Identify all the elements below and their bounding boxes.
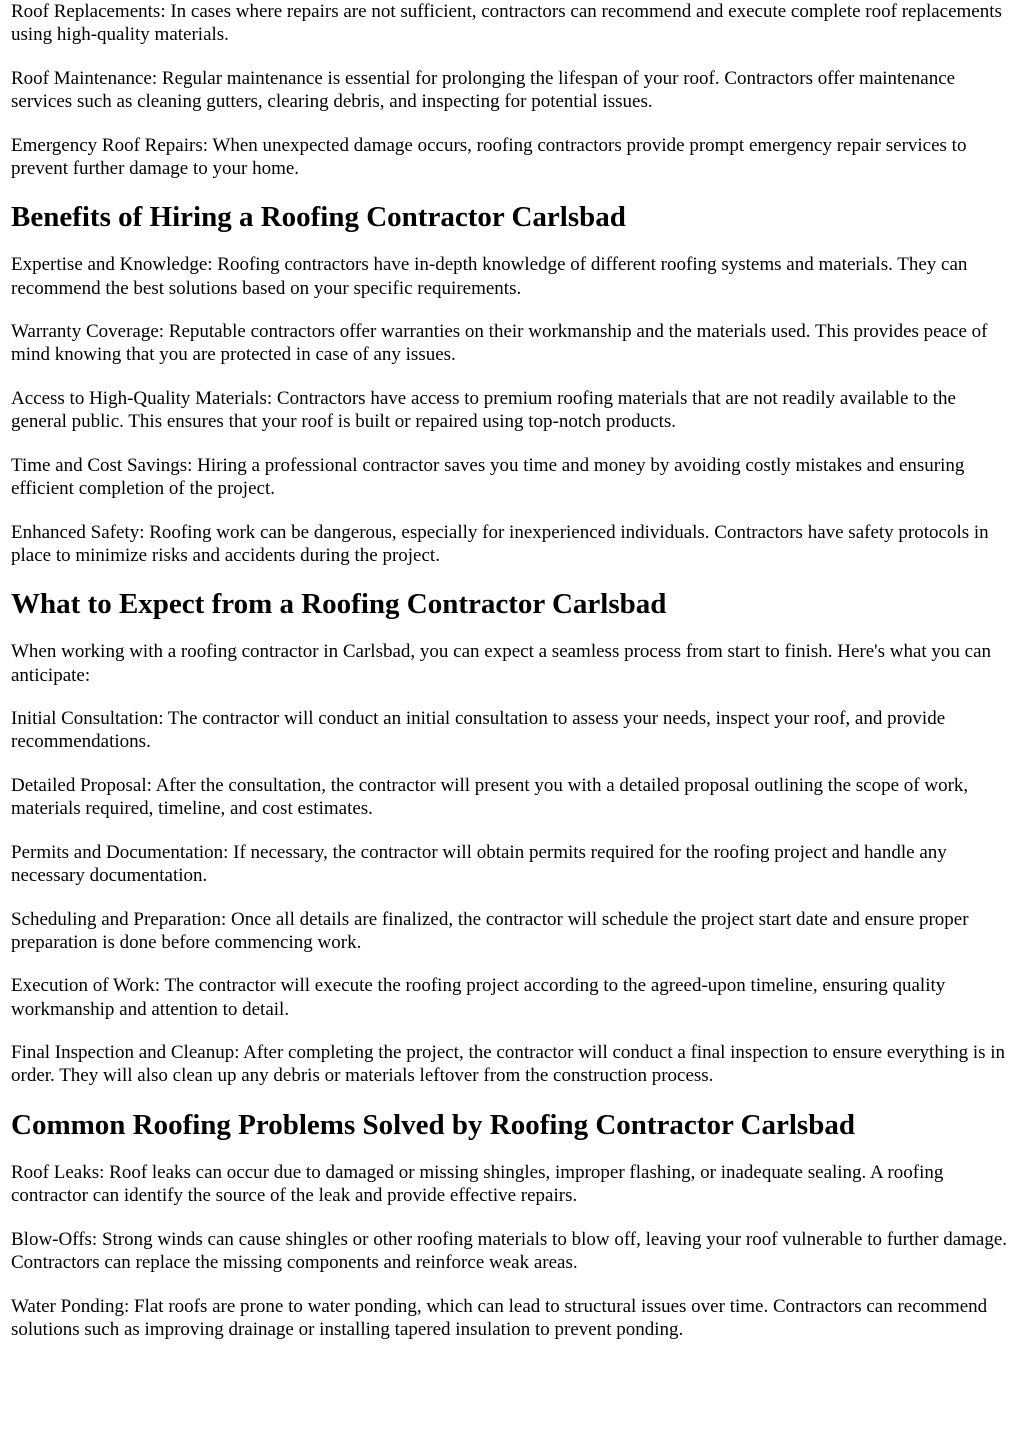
paragraph-emergency-roof-repairs: Emergency Roof Repairs: When unexpected damage occurs, roofing contractors provide prompt emergency repair services to prevent further damage to your home. <box>11 134 967 179</box>
paragraph-roof-maintenance: Roof Maintenance: Regular maintenance is essential for prolonging the lifespan of your roof. Contractors offer maintenance services such as cleaning gutters, clearing debris, and inspecting for potential issues. <box>11 67 956 112</box>
heading-common-problems: Common Roofing Problems Solved by Roofing Contractor Carlsbad <box>11 1108 855 1141</box>
paragraph-safety: Enhanced Safety: Roofing work can be dangerous, especially for inexperienced individuals. Contractors have safety protocols in place to minimize risks and accidents during the project. <box>11 521 989 566</box>
paragraph-roof-leaks: Roof Leaks: Roof leaks can occur due to damaged or missing shingles, improper flashing, or inadequate sealing. A roofing contractor can identify the source of the leak and provide effective repairs. <box>11 1161 944 1207</box>
paragraph-permits: Permits and Documentation: If necessary, the contractor will obtain permits required for the roofing project and handle any necessary documentation. <box>11 841 947 886</box>
heading-what-to-expect: What to Expect from a Roofing Contractor Carlsbad <box>11 588 667 621</box>
paragraph-warranty: Warranty Coverage: Reputable contractors offer warranties on their workmanship and the materials used. This provides peace of mind knowing that you are protected in case of any issues. <box>11 321 988 366</box>
paragraph-scheduling: Scheduling and Preparation: Once all details are finalized, the contractor will schedule the project start date and ensure proper preparation is done before commencing work. <box>11 908 969 953</box>
paragraph-detailed-proposal: Detailed Proposal: After the consultation, the contractor will present you with a detailed proposal outlining the scope of work, materials required, timeline, and cost estimates. <box>11 774 969 820</box>
heading-benefits: Benefits of Hiring a Roofing Contractor Carlsbad <box>11 201 626 234</box>
paragraph-execution: Execution of Work: The contractor will execute the roofing project according to the agreed-upon timeline, ensuring quality workmanship and attention to detail. <box>11 975 946 1020</box>
paragraph-expertise: Expertise and Knowledge: Roofing contractors have in-depth knowledge of different roofing systems and materials. They can recommend the best solutions based on your specific requirements. <box>11 254 968 299</box>
paragraph-time-cost: Time and Cost Savings: Hiring a professional contractor saves you time and money by avoiding costly mistakes and ensuring efficient completion of the project. <box>11 454 965 499</box>
paragraph-materials-access: Access to High-Quality Materials: Contractors have access to premium roofing materials that are not readily available to the general public. This ensures that your roof is built or repaired using top-notch products. <box>11 387 956 433</box>
paragraph-expect-intro: When working with a roofing contractor in Carlsbad, you can expect a seamless process from start to finish. Here's what you can anticipate: <box>11 641 992 686</box>
paragraph-final-inspection: Final Inspection and Cleanup: After completing the project, the contractor will conduct a final inspection to ensure everything is in order. They will also clean up any debris or materials leftover from the construction process. <box>11 1042 1006 1087</box>
paragraph-roof-replacements: Roof Replacements: In cases where repairs are not sufficient, contractors can recommend and execute complete roof replacements using high-quality materials. <box>11 1 1002 46</box>
paragraph-initial-consultation: Initial Consultation: The contractor will conduct an initial consultation to assess your needs, inspect your roof, and provide recommendations. <box>11 708 946 753</box>
paragraph-water-ponding: Water Ponding: Flat roofs are prone to water ponding, which can lead to structural issues over time. Contractors can recommend solutions such as improving drainage or installing tapered insulation to prevent ponding. <box>11 1295 988 1340</box>
paragraph-blow-offs: Blow-Offs: Strong winds can cause shingles or other roofing materials to blow off, leaving your roof vulnerable to further damage. Contractors can replace the missing components and reinforce weak areas. <box>11 1228 1008 1273</box>
